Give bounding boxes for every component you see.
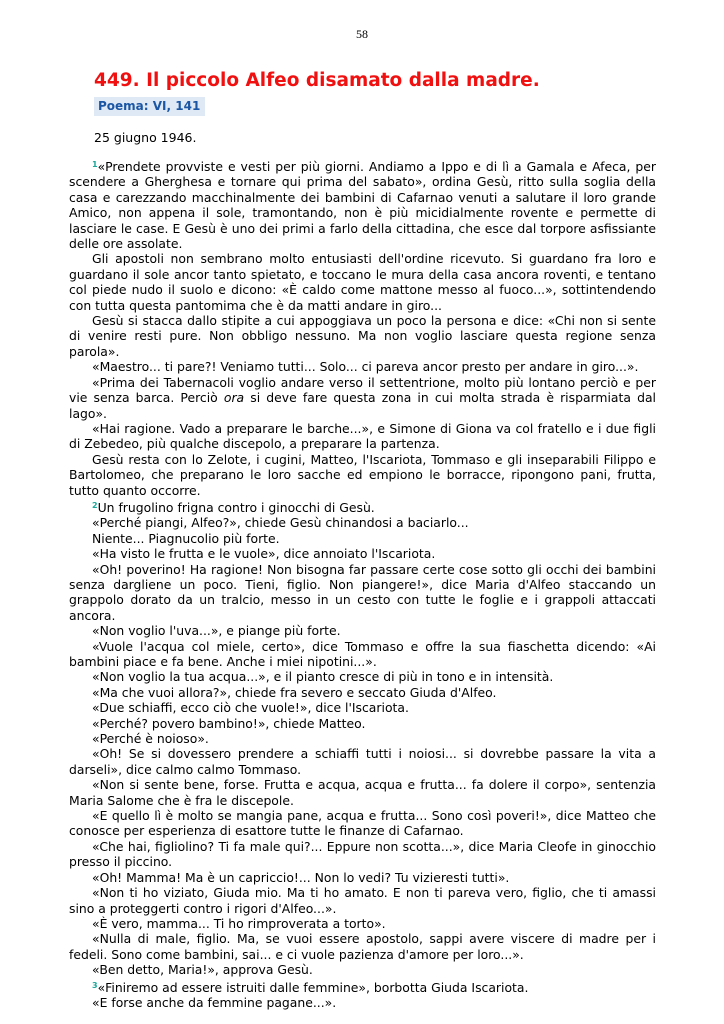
paragraph-text: Gesù si stacca dallo stipite a cui appoggiava un poco la persona e dice: «Chi non si sente di venire resti pure. Non obbligo nessuno. Ma non voglio lasciare questa regione senza parola».	[69, 313, 656, 359]
paragraph	[69, 995, 656, 1010]
paragraph	[69, 375, 656, 421]
section-marker: 2	[92, 500, 98, 510]
paragraph-text: «Non voglio l'uva...», e piange più forte.	[92, 623, 341, 639]
paragraph-text: «Non voglio la tua acqua...», e il pianto cresce di più in tono e in intensità.	[92, 669, 554, 685]
paragraph	[69, 639, 656, 670]
paragraph	[69, 359, 656, 374]
paragraph	[69, 916, 656, 931]
paragraph	[69, 313, 656, 359]
paragraph-text: «Non ti ho viziato, Giuda mio. Ma ti ho amato. E non ti pareva vero, figlio, che ti amassi sino a proteggerti contro i rigori d'Alfeo...».	[69, 885, 656, 916]
paragraph	[69, 669, 656, 684]
body-text	[69, 157, 656, 1010]
paragraph	[69, 531, 656, 546]
paragraph-text: «Due schiaffi, ecco ciò che vuole!», dice l'Iscariota.	[92, 700, 409, 716]
paragraph	[69, 931, 656, 962]
paragraph-text: si deve fare questa zona in cui molta strada è risparmiata dal lago».	[69, 390, 656, 421]
paragraph-text: «Prima dei Tabernacoli voglio andare verso il settentrione, molto più lontano perciò e per vie senza barca. Perciò	[69, 374, 656, 406]
paragraph-text: «Vuole l'acqua col miele, certo», dice Tommaso e offre la sua fiaschetta dicendo: «Ai bambini piace e fa bene. Anche i miei nipotini...».	[69, 638, 656, 669]
paragraph-text: «Non si sente bene, forse. Frutta e acqua, acqua e frutta... fa dolere il corpo», sentenzia Maria Salome che è fra le discepole.	[69, 777, 656, 808]
paragraph-text: «Prendete provviste e vesti per più giorni. Andiamo a Ippo e di lì a Gamala e Afeca, per scendere a Gherghesa e tornare qui prima del sabato», ordina Gesù, ritto sulla soglia della casa e carezzando macchinalmente dei bambini di Cafarnao venuti a salutare il loro grande Amico, non appena il sole, tramontando, non è più micidialmente rovente e permette di lasciare le case. E Gesù è uno dei primi a farlo della cittadina, che esce dal torpore asfissiante delle ore assolate.	[69, 159, 656, 252]
paragraph-text: «Oh! Mamma! Ma è un capriccio!... Non lo vedi? Tu vizieresti tutti».	[92, 869, 510, 885]
paragraph	[69, 777, 656, 808]
paragraph-text: «Oh! poverino! Ha ragione! Non bisogna far passare certe cose sotto gli occhi dei bambini senza dargliene un poco. Tieni, figlio. Non piangere!», dice Maria d'Alfeo staccando un grappolo dorato da un tralcio, messo in un cesto con tutte le foglie e i grappoli attaccati ancora.	[69, 561, 656, 623]
paragraph-text: «È vero, mamma... Ti ho rimproverata a torto».	[92, 915, 386, 931]
paragraph-text: «Maestro... ti pare?! Veniamo tutti... Solo... ci pareva ancor presto per andare in giro...».	[92, 359, 639, 375]
paragraph	[69, 746, 656, 777]
paragraph-text: Gesù resta con lo Zelote, i cugini, Matteo, l'Iscariota, Tommaso e gli inseparabili Filippo e Bartolomeo, che preparano le loro sacche ed empiono le borracce, ripongono pani, frutta, tutto quanto occorre.	[69, 451, 656, 498]
paragraph	[69, 962, 656, 977]
paragraph	[69, 546, 656, 561]
paragraph-text: Un frugolino frigna contro i ginocchi di Gesù.	[97, 499, 375, 515]
paragraph	[69, 685, 656, 700]
paragraph	[69, 157, 656, 251]
paragraph	[69, 251, 656, 313]
date-line: 25 giugno 1946.	[94, 130, 197, 145]
paragraph	[69, 716, 656, 731]
paragraph	[69, 808, 656, 839]
paragraph-text: «E forse anche da femmine pagane...».	[92, 994, 337, 1010]
paragraph	[69, 562, 656, 624]
paragraph-text: «Ma che vuoi allora?», chiede fra severo e seccato Giuda d'Alfeo.	[92, 684, 497, 700]
paragraph-text: «Ben detto, Maria!», approva Gesù.	[92, 962, 313, 978]
paragraph-text: Niente... Piagnucolio più forte.	[92, 530, 280, 546]
poema-reference-badge: Poema: VI, 141	[94, 97, 205, 116]
section-marker: 1	[92, 160, 98, 169]
paragraph-text: «Che hai, figliolino? Ti fa male qui?... Eppure non scotta...», dice Maria Cleofe in ginocchio presso il piccino.	[69, 838, 656, 870]
page-number: 58	[356, 27, 368, 41]
paragraph-text: «Ha visto le frutta e le vuole», dice annoiato l'Iscariota.	[92, 546, 436, 562]
paragraph-text: «Nulla di male, figlio. Ma, se vuoi essere apostolo, sappi avere viscere di madre per i fedeli. Sono come bambini, sai... e ci vuole pazienza d'amore per loro...».	[69, 931, 656, 962]
italic-word: ora	[223, 390, 245, 406]
paragraph	[69, 700, 656, 715]
paragraph	[69, 623, 656, 638]
paragraph	[69, 978, 656, 995]
paragraph-text: «Finiremo ad essere istruiti dalle femmine», borbotta Giuda Iscariota.	[97, 979, 529, 995]
paragraph	[69, 885, 656, 916]
paragraph-text: «Perché piangi, Alfeo?», chiede Gesù chinandosi a baciarlo...	[92, 515, 469, 531]
paragraph	[69, 731, 656, 746]
paragraph-text: «Perché è noioso».	[92, 731, 209, 747]
paragraph-text: «Oh! Se si dovessero prendere a schiaffi tutti i noiosi... si dovrebbe passare la vita a darseli», dice calmo calmo Tommaso.	[69, 746, 656, 777]
paragraph-text: «E quello lì è molto se mangia pane, acqua e frutta... Sono così poveri!», dice Matteo che conosce per esperienza di esattore tutte le finanze di Cafarnao.	[69, 808, 656, 839]
paragraph-text: «Perché? povero bambino!», chiede Matteo.	[92, 715, 366, 731]
paragraph	[69, 452, 656, 498]
paragraph	[69, 839, 656, 870]
paragraph-text: «Hai ragione. Vado a preparare le barche...», e Simone di Giona va col fratello e i due figli di Zebedeo, più qualche discepolo, a preparare la partenza.	[69, 420, 656, 452]
paragraph	[69, 515, 656, 530]
paragraph-text: Gli apostoli non sembrano molto entusiasti dell'ordine ricevuto. Si guardano fra loro e guardano il sole ancor tanto spietato, e toccano le mura della casa ancora roventi, e tentano col piede nudo il suolo e dicono: «È caldo come mattone messo al fuoco...», sottintendendo con tutta questa pantomima che è da matti andare in giro...	[69, 251, 656, 313]
paragraph	[69, 870, 656, 885]
section-marker: 3	[92, 980, 98, 990]
paragraph	[69, 421, 656, 452]
page-title: 449. Il piccolo Alfeo disamato dalla madre.	[94, 70, 540, 91]
paragraph	[69, 498, 656, 515]
